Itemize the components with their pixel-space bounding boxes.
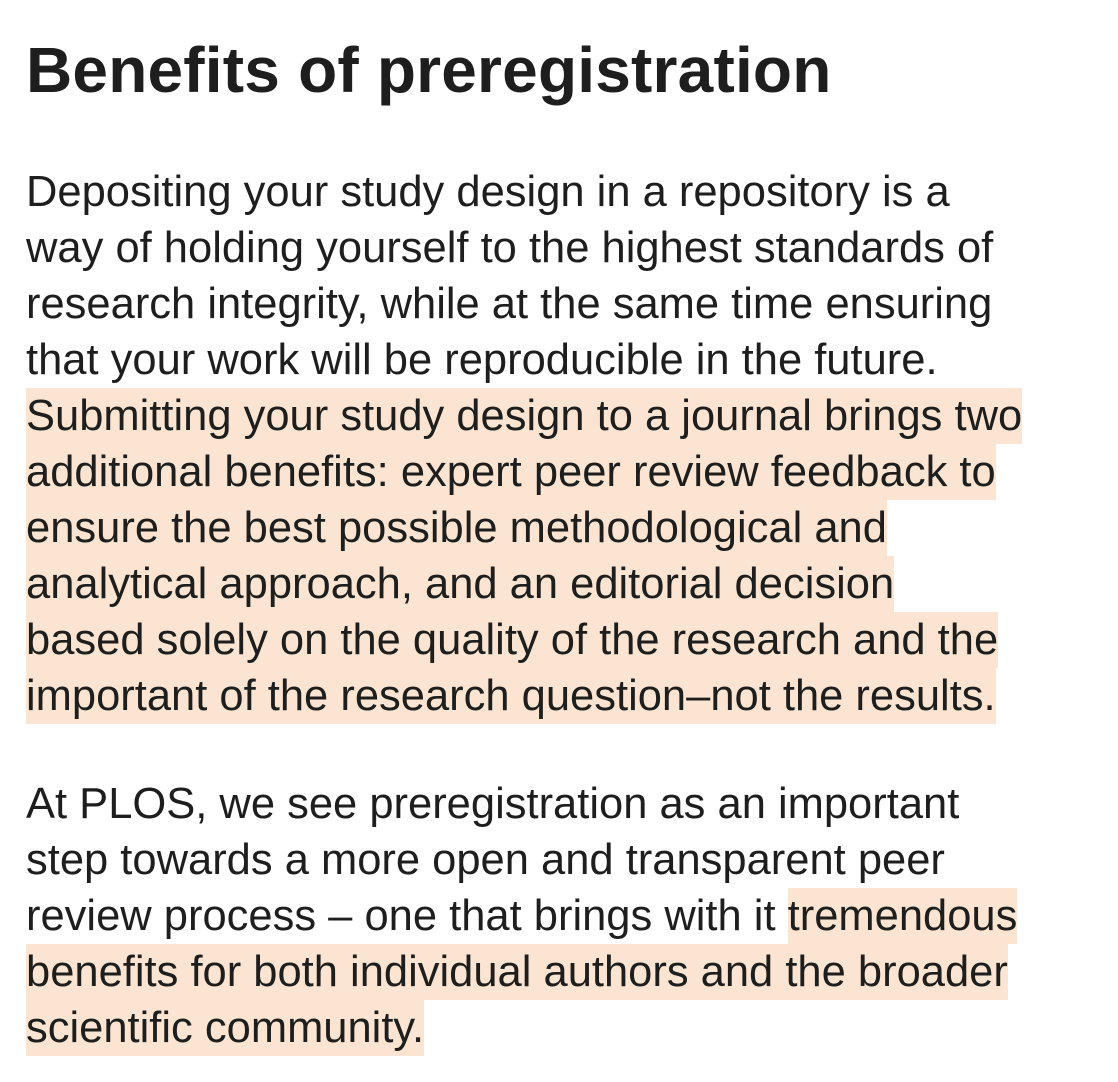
- text-line: [26, 944, 1017, 1000]
- highlighted-text: based solely on the quality of the research and the: [26, 612, 998, 668]
- text-span: At PLOS, we see preregistration as an important: [26, 780, 960, 828]
- text-span: way of holding yourself to the highest standards of: [26, 224, 994, 272]
- text-line: [26, 444, 1022, 500]
- text-line: [26, 276, 1022, 332]
- highlighted-text: scientific community.: [26, 1000, 424, 1056]
- paragraph-plos: [26, 776, 1017, 1056]
- text-line: [26, 888, 1017, 944]
- text-line: [26, 332, 1022, 388]
- text-span: that your work will be reproducible in the future.: [26, 336, 938, 384]
- highlighted-text: additional benefits: expert peer review feedback to: [26, 444, 996, 500]
- text-line: [26, 612, 1022, 668]
- text-span: research integrity, while at the same time ensuring: [26, 280, 993, 328]
- text-line: [26, 1000, 1017, 1056]
- text-line: [26, 220, 1022, 276]
- text-line: [26, 164, 1022, 220]
- text-line: [26, 500, 1022, 556]
- text-span: review process – one that brings with it: [26, 892, 788, 940]
- highlighted-text: important of the research question–not the results.: [26, 668, 996, 724]
- paragraph-intro: [26, 164, 1022, 724]
- text-span: Depositing your study design in a repository is a: [26, 168, 950, 216]
- text-line: [26, 556, 1022, 612]
- article-title: Benefits of preregistration: [26, 34, 832, 106]
- text-span: step towards a more open and transparent peer: [26, 836, 945, 884]
- highlighted-text: benefits for both individual authors and the broader: [26, 944, 1008, 1000]
- text-line: [26, 668, 1022, 724]
- highlighted-text: ensure the best possible methodological and: [26, 500, 887, 556]
- text-line: [26, 388, 1022, 444]
- text-line: [26, 832, 1017, 888]
- highlighted-text: Submitting your study design to a journal brings two: [26, 388, 1022, 444]
- highlighted-text: tremendous: [788, 888, 1018, 944]
- text-line: [26, 776, 1017, 832]
- highlighted-text: analytical approach, and an editorial decision: [26, 556, 894, 612]
